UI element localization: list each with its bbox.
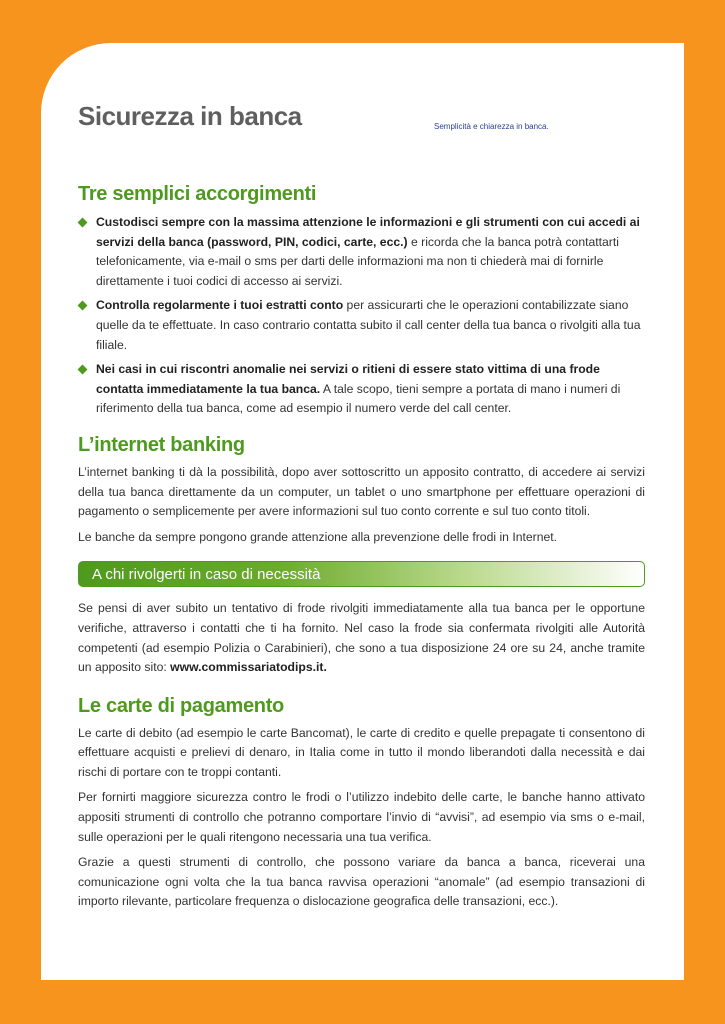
heading-payment-cards: Le carte di pagamento	[78, 694, 284, 717]
heading-internet-banking: L’internet banking	[78, 433, 245, 456]
bullet-text: A tale scopo, tieni sempre a portata di mano i numeri di riferimento della tua banca, come ad esempio il numero verde del call center.	[96, 381, 621, 416]
list-item	[78, 360, 645, 419]
diamond-bullet-icon	[78, 301, 88, 311]
diamond-bullet-icon	[78, 218, 88, 228]
tagline: Semplicità e chiarezza in banca.	[434, 122, 549, 131]
page-title: Sicurezza in banca	[78, 101, 302, 131]
paragraph: Grazie a questi strumenti di controllo, che possono variare da banca a banca, riceverai una comunicazione ogni volta che la tua banca ravvisa operazioni “anomale” (ad esempio transazioni di importo rilevante, particolare frequenza o dislocazione geografica delle transazioni, ecc.).	[78, 855, 645, 909]
section-banner	[78, 561, 645, 587]
bullet-text: per assicurarti che le operazioni contabilizzate siano quelle da te effettuate. In caso contrario contatta subito il call center della tua banca o rivolgiti alla tua filiale.	[96, 298, 641, 352]
list-item	[78, 213, 645, 291]
diamond-bullet-icon	[78, 365, 88, 375]
bullet-bold-text: Nei casi in cui riscontri anomalie nei servizi o ritieni di essere stato vittima di una frode contatta immediatamente la tua banca.	[96, 362, 600, 396]
paragraph: L’internet banking ti dà la possibilità, dopo aver sottoscritto un apposito contratto, di accedere ai servizi della tua banca direttamente da un computer, un tablet o uno smartphone per effettuare operazioni di pagamento o semplicemente per avere informazioni sul tuo conto corrente e sul tuo conto titoli.	[78, 464, 645, 519]
paragraph	[78, 599, 645, 677]
list-item	[78, 296, 645, 355]
bullet-bold-text: Custodisci sempre con la massima attenzione le informazioni e gli strumenti con cui accedi ai servizi della banca (password, PIN, codici, carte, ecc.)	[96, 215, 640, 249]
paragraph: Le carte di debito (ad esempio le carte Bancomat), le carte di credito e quelle prepagate ti consentono di effettuare acquisti e prelievi di denaro, in Italia come in tutto il mondo liberandoti dalla necessità e dai rischi di portare con te troppi contanti.	[78, 725, 645, 779]
bullet-bold-text: Controlla regolarmente i tuoi estratti conto	[96, 298, 344, 313]
heading-tips: Tre semplici accorgimenti	[78, 183, 317, 205]
website-link[interactable]: www.commissariatodips.it.	[170, 660, 327, 675]
bullet-text: e ricorda che la banca potrà contattarti telefonicamente, via e-mail o sms per darti delle informazioni ma non ti chiederà mai di fornirle direttamente i tuoi codici di accesso ai servizi.	[96, 234, 619, 288]
paragraph: Le banche da sempre pongono grande attenzione alla prevenzione delle frodi in Internet.	[78, 529, 558, 544]
document-page	[41, 43, 684, 980]
paragraph-text: Se pensi di aver subito un tentativo di frode rivolgiti immediatamente alla tua banca per le opportune verifiche, attraverso i contatti che ti ha fornito. Nel caso la frode sia confermata rivolgiti alle Autorità competenti (ad esempio Polizia o Carabinieri), che sono a tua disposizione 24 ore su 24, anche tramite un apposito sito:	[78, 601, 645, 675]
content	[78, 183, 645, 912]
paragraph: Per fornirti maggiore sicurezza contro le frodi o l’utilizzo indebito delle carte, le banche hanno attivato appositi strumenti di controllo che potranno comportare l’invio di “avvisi”, ad esempio via sms o e-mail, sulle operazioni per le quali ritengono necessaria una tua verifica.	[78, 790, 645, 844]
section-banner-label: A chi rivolgerti in caso di necessità	[92, 565, 321, 583]
